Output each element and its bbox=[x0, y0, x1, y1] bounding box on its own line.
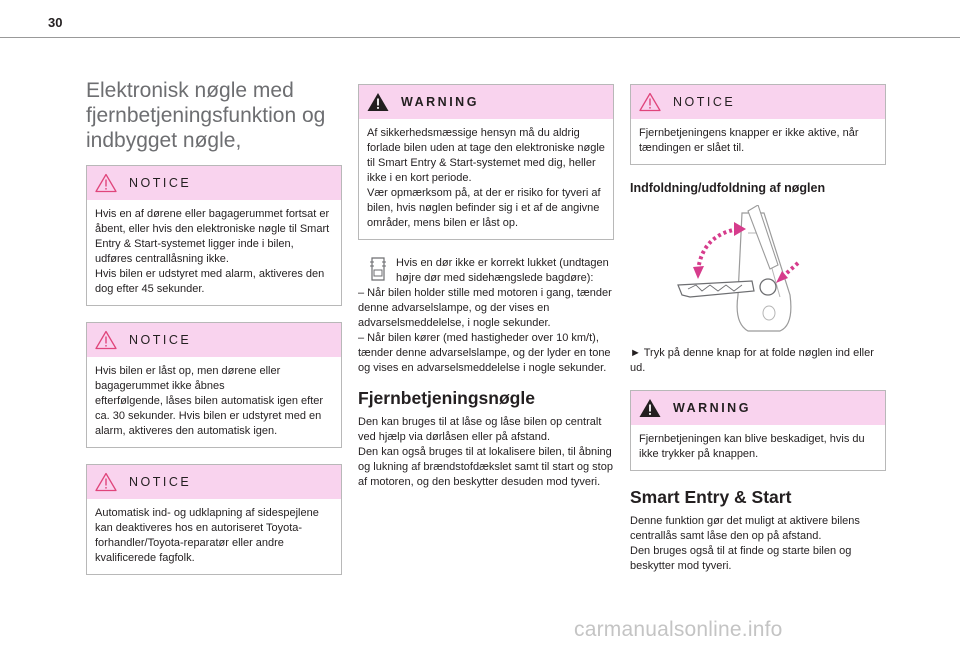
notice-box bbox=[86, 165, 342, 306]
header-rule bbox=[0, 37, 960, 38]
column-2 bbox=[358, 84, 614, 490]
notice-header bbox=[87, 323, 341, 357]
notice-label: NOTICE bbox=[129, 333, 192, 347]
section-title: Elektronisk nøgle med fjernbetjeningsfunktion og indbygget nøgle, bbox=[86, 79, 326, 152]
notice-label: NOTICE bbox=[673, 95, 736, 109]
notice-triangle-icon bbox=[639, 92, 661, 112]
key-fold-illustration bbox=[630, 205, 886, 333]
smart-entry-heading: Smart Entry & Start bbox=[630, 487, 792, 507]
warning-body: Af sikkerhedsmæssige hensyn må du aldrig forlade bilen uden at tage den elektroniske nøgle til Smart Entry & Start-systemet med dig, heller ikke i en kort periode. Vær opmærksom på, at der er risiko for tyveri af bilen, hvis nøglen befinder sig i et af de angivne områder, mens bilen er låst op. bbox=[367, 127, 605, 229]
notice-triangle-icon bbox=[95, 330, 117, 350]
notice-label: NOTICE bbox=[129, 475, 192, 489]
warning-triangle-icon bbox=[367, 92, 389, 112]
fold-heading: Indfoldning/udfoldning af nøglen bbox=[630, 181, 826, 195]
warning-label: WARNING bbox=[673, 401, 751, 415]
notice-body: Fjernbetjeningens knapper er ikke aktive, når tændingen er slået til. bbox=[639, 127, 859, 154]
remote-key-heading: Fjernbetjeningsnøgle bbox=[358, 388, 535, 408]
door-warning-text: Hvis en dør ikke er korrekt lukket (undtagen højre dør med sidehængslede bagdøre): – Når bilen holder stille med motoren i gang, tænder denne advarselslampe, og der vises en advarselsmeddelelse, i nogle sekunder. – Når bilen kører (med hastigheder over 10 km/t), tænder denne advarselslampe, og der lyder en tone og vises en advarselsmeddelelse i nogle sekunder. bbox=[358, 257, 612, 374]
notice-header bbox=[87, 166, 341, 200]
column-1 bbox=[86, 78, 342, 591]
notice-body: Automatisk ind- og udklapning af sidespejlene kan deaktiveres hos en autoriseret Toyota-forhandler/Toyota-reparatør eller andre kvalificerede fagfolk. bbox=[95, 507, 319, 564]
fold-instruction: ► Tryk på denne knap for at folde nøglen ind eller ud. bbox=[630, 347, 874, 374]
notice-triangle-icon bbox=[95, 472, 117, 492]
notice-body: Hvis bilen er låst op, men dørene eller bagagerummet ikke åbnes efterfølgende, låses bilen automatisk igen efter ca. 30 sekunder. Hvis bilen er udstyret med en alarm, aktiveres den automatisk igen. bbox=[95, 365, 324, 437]
page-number: 30 bbox=[48, 15, 63, 30]
warning-triangle-icon bbox=[639, 398, 661, 418]
column-3 bbox=[630, 84, 886, 574]
notice-triangle-icon bbox=[95, 173, 117, 193]
warning-label: WARNING bbox=[401, 95, 479, 109]
warning-box bbox=[358, 84, 614, 240]
notice-label: NOTICE bbox=[129, 176, 192, 190]
notice-box bbox=[86, 322, 342, 448]
notice-box bbox=[630, 84, 886, 165]
warning-header bbox=[631, 391, 885, 425]
notice-body: Hvis en af dørene eller bagagerummet fortsat er åbent, eller hvis den elektroniske nøgle til Smart Entry & Start-systemet ligger inde i bilen, udføres centrallåsning ikke. Hvis bilen er udstyret med alarm, aktiveres den dog efter 45 sekunder. bbox=[95, 208, 330, 295]
notice-box bbox=[86, 464, 342, 575]
notice-header bbox=[631, 85, 885, 119]
warning-header bbox=[359, 85, 613, 119]
notice-header bbox=[87, 465, 341, 499]
remote-key-body: Den kan bruges til at låse og låse bilen op centralt ved hjælp via dørlåsen eller på afstand. Den kan også bruges til at lokalisere bilen, til åbning og lukning af brændstofdækslet samt til start og stop af motoren, og den beskytter desuden mod tyveri. bbox=[358, 416, 613, 488]
smart-entry-body: Denne funktion gør det muligt at aktivere bilens centrallås samt låse den op på afstand. Den bruges også til at finde og starte bilen og beskytter mod tyveri. bbox=[630, 515, 860, 572]
footer-watermark: carmanualsonline.info bbox=[574, 618, 783, 641]
open-door-warning-icon bbox=[368, 256, 388, 282]
door-warning-block bbox=[358, 256, 614, 376]
warning-body: Fjernbetjeningen kan blive beskadiget, hvis du ikke trykker på knappen. bbox=[639, 433, 865, 460]
warning-box bbox=[630, 390, 886, 471]
